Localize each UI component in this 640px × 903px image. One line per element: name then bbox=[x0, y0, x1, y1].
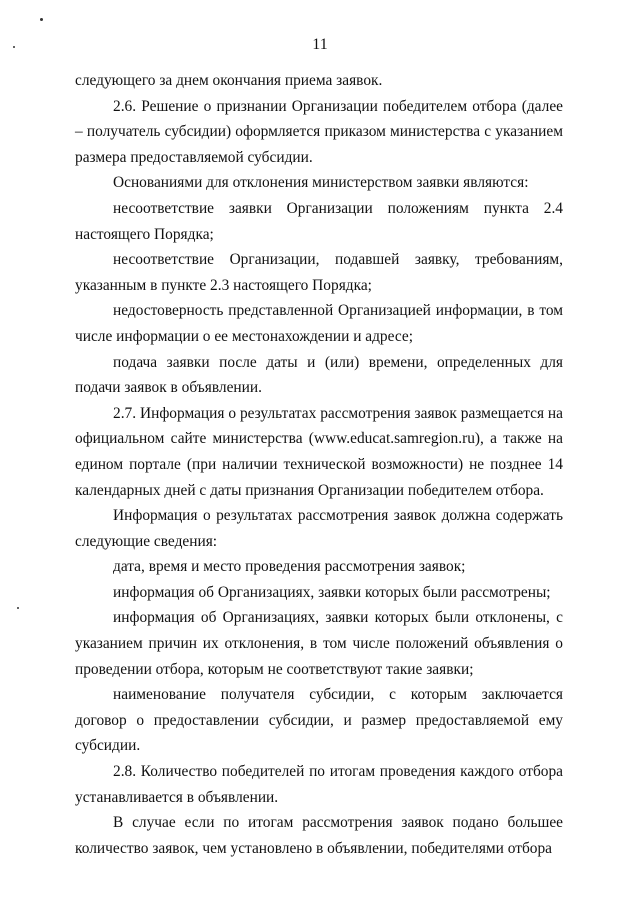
paragraph: 2.8. Количество победителей по итогам проведения каждого отбора устанавливается в объявлении. bbox=[75, 763, 563, 806]
paragraph: подача заявки после даты и (или) времени, определенных для подачи заявок в объявлении. bbox=[75, 353, 563, 397]
paragraph: Информация о результатах рассмотрения заявок должна содержать следующие сведения: bbox=[75, 507, 563, 550]
paragraph: информация об Организациях, заявки которых были отклонены, с указанием причин их отклонения, в том числе положений объявления о проведении отбора, которым не соответствуют такие заявки; bbox=[75, 609, 563, 678]
paragraph: В случае если по итогам рассмотрения заявок подано большее количество заявок, чем установлено в объявлении, победителями отбора bbox=[75, 814, 563, 857]
scan-speck bbox=[40, 18, 43, 21]
body-text bbox=[75, 68, 563, 861]
paragraph: дата, время и место проведения рассмотрения заявок; bbox=[113, 558, 466, 576]
paragraph: информация об Организациях, заявки которых были рассмотрены; bbox=[113, 583, 551, 601]
paragraph: Основаниями для отклонения министерством заявки являются: bbox=[113, 174, 529, 192]
paragraph: 2.7. Информация о результатах рассмотрения заявок размещается на официальном сайте министерства (www.educat.samregion.ru), а также на едином портале (при наличии технической возможности) не позднее 14 календарных дней с даты признания Организации победителем отбора. bbox=[75, 404, 563, 499]
scan-speck bbox=[17, 607, 19, 609]
paragraph: следующего за днем окончания приема заявок. bbox=[75, 72, 383, 89]
page-number: 11 bbox=[312, 36, 328, 53]
paragraph: 2.6. Решение о признании Организации победителем отбора (далее – получатель субсидии) оформляется приказом министерства с указанием размера предоставляемой субсидии. bbox=[75, 97, 563, 166]
paragraph: несоответствие заявки Организации положениям пункта 2.4 настоящего Порядка; bbox=[75, 199, 563, 243]
paragraph: недостоверность представленной Организацией информации, в том числе информации о ее местонахождении и адресе; bbox=[75, 302, 563, 345]
paragraph: наименование получателя субсидии, с которым заключается договор о предоставлении субсидии, и размер предоставляемой ему субсидии. bbox=[75, 686, 563, 755]
paragraph: несоответствие Организации, подавшей заявку, требованиям, указанным в пункте 2.3 настоящего Порядка; bbox=[75, 251, 563, 294]
